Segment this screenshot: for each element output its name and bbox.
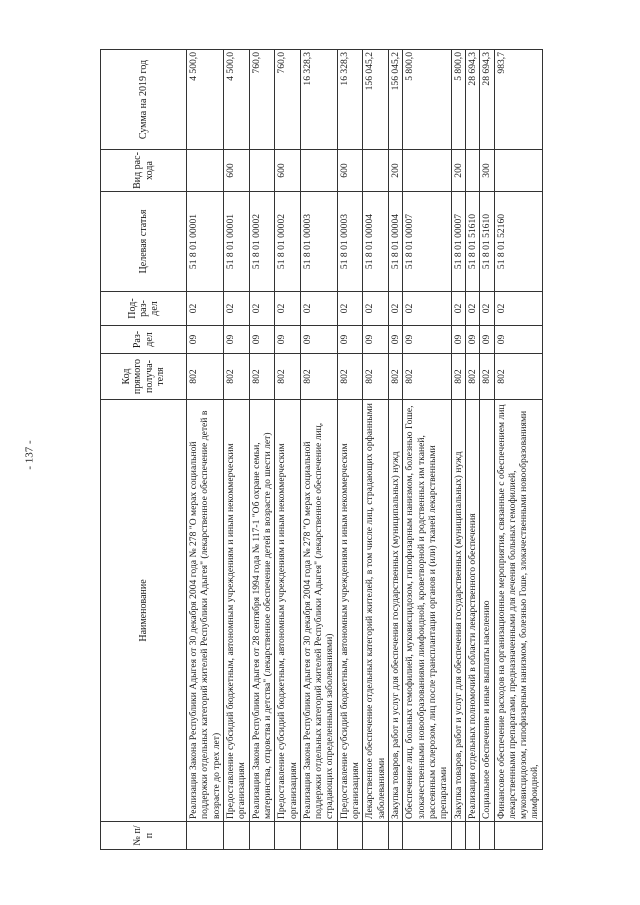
cell-name: Реализация Закона Республики Адыгея от 30 декабря 2004 года № 278 "О мерах социальной поддержки отдельных категорий жителей Республики Адыгея" (лекарственное обеспечение детей в возрасте до трех лет) (187, 400, 224, 822)
cell-sum: 5 800,0 (403, 50, 451, 150)
cell-sum: 4 500,0 (187, 50, 224, 150)
cell-code: 802 (275, 354, 301, 400)
cell-target: 51 8 01 00002 (275, 192, 301, 292)
cell-target: 51 8 01 51610 (480, 192, 494, 292)
cell-podrazdel: 02 (249, 292, 275, 326)
cell-vid: 200 (389, 150, 403, 192)
cell-podrazdel: 02 (275, 292, 301, 326)
cell-target: 51 8 01 51610 (465, 192, 479, 292)
cell-num (300, 822, 337, 850)
cell-vid: 600 (337, 150, 363, 192)
cell-sum: 760,0 (249, 50, 275, 150)
cell-code: 802 (187, 354, 224, 400)
cell-target: 51 8 01 00001 (223, 192, 249, 292)
cell-podrazdel: 02 (363, 292, 389, 326)
cell-vid (403, 150, 451, 192)
cell-target: 51 8 01 52160 (494, 192, 542, 292)
cell-name: Обеспечение лиц, больных гемофилией, муковисцидозом, гипофизарным нанизмом, болезнью Гоше, злокачественными новообразованиями лимфоидной, кроветворной и родственных им тканей, рассеянным склерозом, лиц после трансплантации органов и (или) тканей лекарственными препаратами (403, 400, 451, 822)
cell-razdel: 09 (403, 326, 451, 354)
cell-num (465, 822, 479, 850)
cell-code: 802 (389, 354, 403, 400)
table-row (494, 50, 542, 850)
cell-sum: 28 694,3 (480, 50, 494, 150)
table-row (480, 50, 494, 850)
table-header (101, 50, 187, 850)
cell-num (187, 822, 224, 850)
cell-name: Социальное обеспечение и иные выплаты населению (480, 400, 494, 822)
cell-num (451, 822, 465, 850)
cell-sum: 156 045,2 (389, 50, 403, 150)
cell-vid: 300 (480, 150, 494, 192)
cell-name: Лекарственное обеспечение отдельных категорий жителей, в том числе лиц, страдающих орфанными заболеваниями (363, 400, 389, 822)
page-number-text: - 137 - (24, 440, 37, 470)
cell-podrazdel: 02 (223, 292, 249, 326)
cell-target: 51 8 01 00003 (300, 192, 337, 292)
cell-code: 802 (494, 354, 542, 400)
cell-num (389, 822, 403, 850)
cell-name: Предоставление субсидий бюджетным, автономным учреждениям и иным некоммерческим организациям (223, 400, 249, 822)
cell-vid (363, 150, 389, 192)
cell-sum: 16 328,3 (300, 50, 337, 150)
cell-code: 802 (451, 354, 465, 400)
cell-razdel: 09 (187, 326, 224, 354)
cell-sum: 156 045,2 (363, 50, 389, 150)
cell-vid: 200 (451, 150, 465, 192)
page-number (20, 440, 40, 470)
header-podrazdel: Под-раз-дел (101, 292, 187, 326)
cell-razdel: 09 (275, 326, 301, 354)
cell-razdel: 09 (494, 326, 542, 354)
table-row (300, 50, 337, 850)
cell-target: 51 8 01 00007 (403, 192, 451, 292)
cell-podrazdel: 02 (480, 292, 494, 326)
cell-sum: 16 328,3 (337, 50, 363, 150)
table-row (389, 50, 403, 850)
cell-target: 51 8 01 00002 (249, 192, 275, 292)
rotated-page (100, 50, 630, 850)
table-row (451, 50, 465, 850)
cell-podrazdel: 02 (465, 292, 479, 326)
cell-podrazdel: 02 (451, 292, 465, 326)
cell-target: 51 8 01 00001 (187, 192, 224, 292)
cell-target: 51 8 01 00004 (363, 192, 389, 292)
cell-podrazdel: 02 (187, 292, 224, 326)
cell-vid (494, 150, 542, 192)
cell-name: Предоставление субсидий бюджетным, автономным учреждениям и иным некоммерческим организациям (337, 400, 363, 822)
cell-num (363, 822, 389, 850)
header-name: Наименование (101, 400, 187, 822)
cell-vid: 600 (223, 150, 249, 192)
header-target: Целевая статья (101, 192, 187, 292)
cell-vid (187, 150, 224, 192)
cell-razdel: 09 (223, 326, 249, 354)
cell-code: 802 (337, 354, 363, 400)
cell-name: Финансовое обеспечение расходов на организационные мероприятия, связанные с обеспечением лиц лекарственными препаратами, предназначенными для лечения больных гемофилией, муковисцидозом, гипофизарным нанизмом, болезнью Гоше, злокачественными новообразованиями лимфоидной, (494, 400, 542, 822)
cell-target: 51 8 01 00004 (389, 192, 403, 292)
cell-code: 802 (480, 354, 494, 400)
cell-sum: 28 694,3 (465, 50, 479, 150)
cell-name: Закупка товаров, работ и услуг для обеспечения государственных (муниципальных) нужд (451, 400, 465, 822)
cell-podrazdel: 02 (337, 292, 363, 326)
cell-num (275, 822, 301, 850)
cell-razdel: 09 (389, 326, 403, 354)
table-row (337, 50, 363, 850)
cell-razdel: 09 (249, 326, 275, 354)
cell-razdel: 09 (363, 326, 389, 354)
header-num: № п/п (101, 822, 187, 850)
header-code: Код прямого получа-теля (101, 354, 187, 400)
cell-sum: 5 800,0 (451, 50, 465, 150)
cell-podrazdel: 02 (300, 292, 337, 326)
cell-num (249, 822, 275, 850)
cell-razdel: 09 (451, 326, 465, 354)
table-body (187, 50, 543, 850)
cell-target: 51 8 01 00007 (451, 192, 465, 292)
cell-num (494, 822, 542, 850)
cell-razdel: 09 (337, 326, 363, 354)
cell-code: 802 (465, 354, 479, 400)
cell-target: 51 8 01 00003 (337, 192, 363, 292)
cell-name: Закупка товаров, работ и услуг для обеспечения государственных (муниципальных) нужд (389, 400, 403, 822)
table-row (187, 50, 224, 850)
cell-podrazdel: 02 (403, 292, 451, 326)
cell-code: 802 (249, 354, 275, 400)
table-row (223, 50, 249, 850)
cell-code: 802 (363, 354, 389, 400)
cell-podrazdel: 02 (494, 292, 542, 326)
header-vid: Вид рас-хода (101, 150, 187, 192)
cell-razdel: 09 (300, 326, 337, 354)
cell-vid (249, 150, 275, 192)
table-row (403, 50, 451, 850)
cell-name: Реализация Закона Республики Адыгея от 30 декабря 2004 года № 278 "О мерах социальной поддержки отдельных категорий жителей Республики Адыгея" (лекарственное обеспечение лиц, страдающих определенными заболеваниями) (300, 400, 337, 822)
cell-vid: 600 (275, 150, 301, 192)
cell-razdel: 09 (465, 326, 479, 354)
cell-sum: 760,0 (275, 50, 301, 150)
cell-code: 802 (300, 354, 337, 400)
table-row (275, 50, 301, 850)
cell-name: Реализация отдельных полномочий в области лекарственного обеспечения (465, 400, 479, 822)
cell-podrazdel: 02 (389, 292, 403, 326)
cell-razdel: 09 (480, 326, 494, 354)
cell-vid (300, 150, 337, 192)
cell-code: 802 (223, 354, 249, 400)
cell-name: Предоставление субсидий бюджетным, автономным учреждениям и иным некоммерческим организациям (275, 400, 301, 822)
cell-name: Реализация Закона Республики Адыгея от 28 сентября 1994 года № 117-1 "Об охране семьи, материнства, отцовства и детства" (лекарственное обеспечение детей в возрасте до шести лет) (249, 400, 275, 822)
budget-table (100, 49, 543, 850)
table-row (363, 50, 389, 850)
table-row (465, 50, 479, 850)
cell-num (223, 822, 249, 850)
cell-code: 802 (403, 354, 451, 400)
cell-num (403, 822, 451, 850)
cell-sum: 983,7 (494, 50, 542, 150)
cell-num (480, 822, 494, 850)
header-sum: Сумма на 2019 год (101, 50, 187, 150)
table-row (249, 50, 275, 850)
cell-num (337, 822, 363, 850)
cell-sum: 4 500,0 (223, 50, 249, 150)
cell-vid (465, 150, 479, 192)
header-razdel: Раз-дел (101, 326, 187, 354)
